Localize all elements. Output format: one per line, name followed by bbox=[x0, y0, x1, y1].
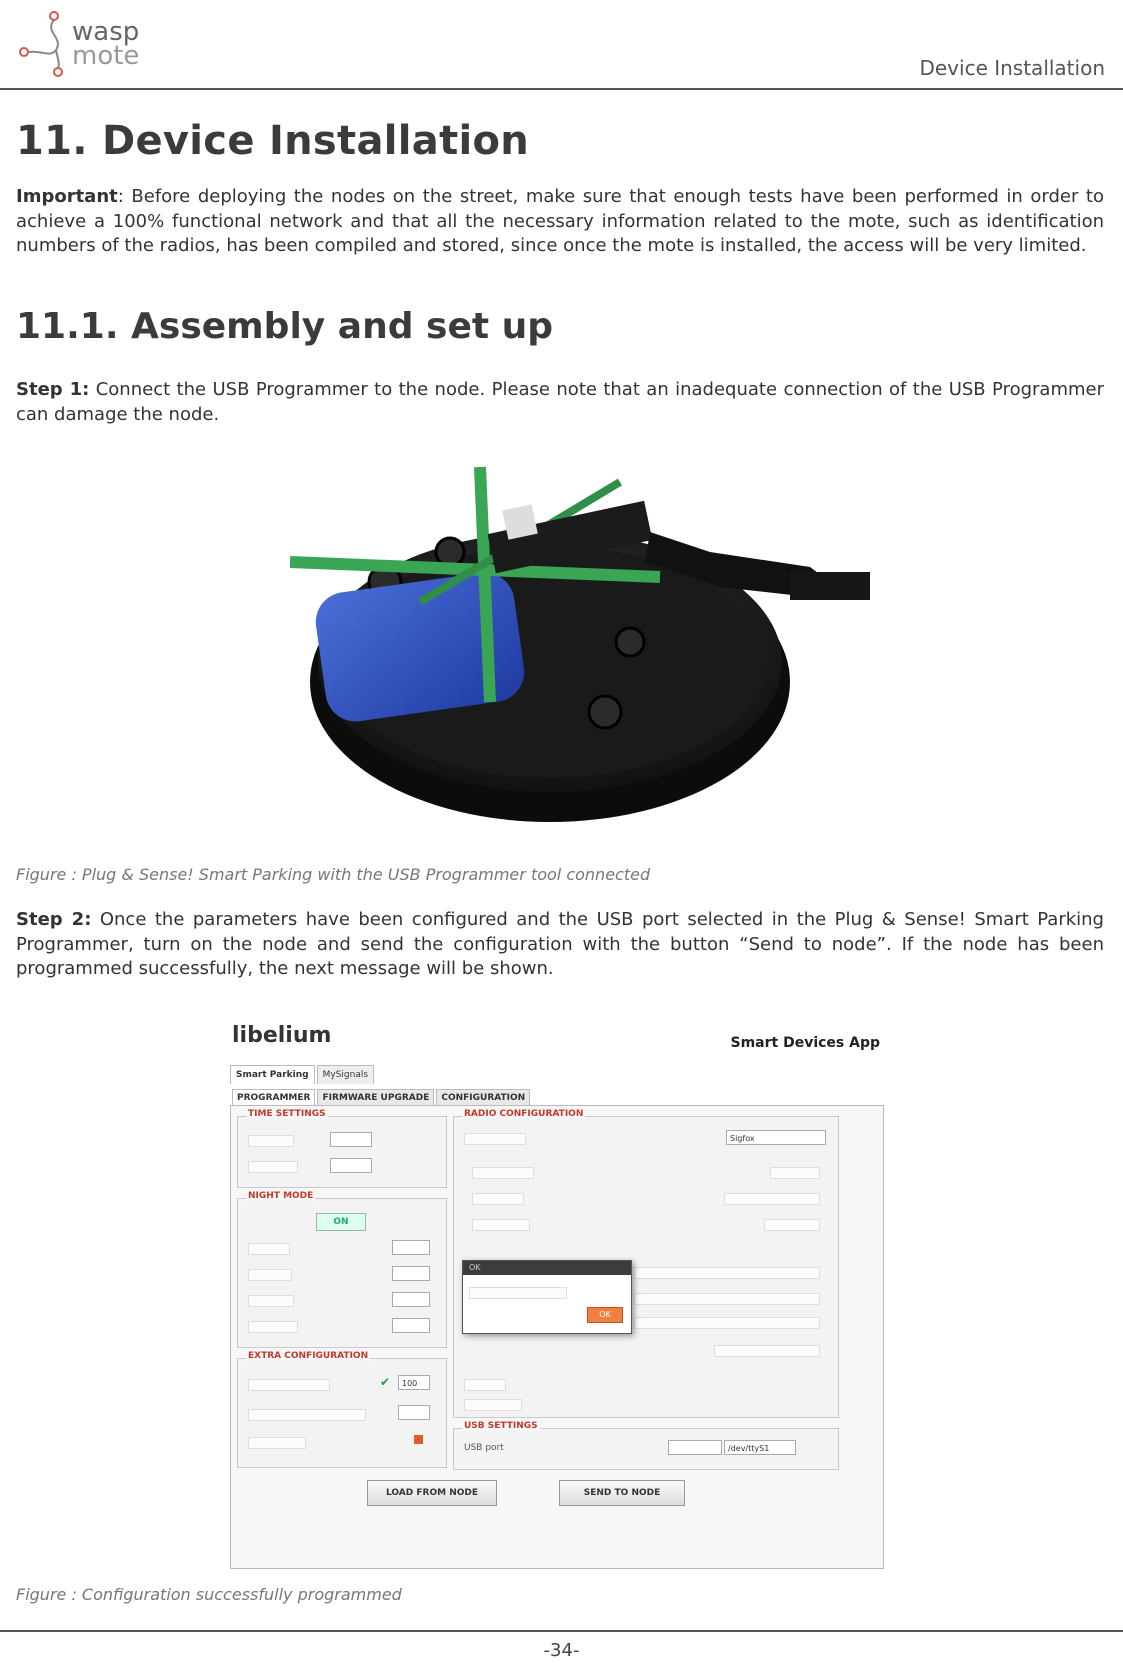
daily-frame-label bbox=[248, 1437, 306, 1449]
app-key-label bbox=[472, 1193, 524, 1205]
step1-text: Connect the USB Programmer to the node. Please note that an inadequate connection of the USB Programmer can damage the node. bbox=[16, 379, 1104, 425]
usb-port-label: USB port bbox=[464, 1443, 504, 1453]
libelium-logo: libelium bbox=[232, 1023, 332, 1048]
radio-field-1[interactable] bbox=[634, 1267, 820, 1279]
usb-settings-section bbox=[453, 1421, 839, 1470]
refresh-button[interactable] bbox=[668, 1440, 722, 1455]
join-mode-select[interactable] bbox=[770, 1167, 820, 1179]
duration-select[interactable] bbox=[392, 1240, 430, 1255]
footer-divider bbox=[0, 1630, 1123, 1632]
tab-mysignals[interactable]: MySignals bbox=[317, 1065, 374, 1084]
waspmote-logo bbox=[14, 2, 184, 80]
device-address-input[interactable] bbox=[764, 1219, 820, 1231]
app-title: Smart Devices App bbox=[730, 1035, 880, 1051]
join-mode-label bbox=[472, 1167, 534, 1179]
time-settings-title: TIME SETTINGS bbox=[248, 1109, 326, 1119]
extra-configuration-title: EXTRA CONFIGURATION bbox=[248, 1351, 369, 1361]
threshold-input[interactable]: 100 bbox=[398, 1375, 430, 1390]
tab-firmware-upgrade[interactable]: FIRMWARE UPGRADE bbox=[317, 1089, 434, 1106]
night-keep-alive-select[interactable] bbox=[392, 1318, 430, 1333]
tab-smart-parking[interactable]: Smart Parking bbox=[230, 1065, 315, 1084]
svg-text:mote: mote bbox=[72, 41, 140, 71]
app-subtabs bbox=[232, 1089, 530, 1106]
header-section-title: Device Installation bbox=[919, 56, 1105, 80]
threshold-label bbox=[248, 1379, 330, 1391]
radio-field-4[interactable] bbox=[714, 1345, 820, 1357]
dialog-ok-button[interactable]: OK bbox=[587, 1307, 623, 1323]
check-icon: ✔ bbox=[380, 1375, 391, 1389]
radio-configuration-title: RADIO CONFIGURATION bbox=[464, 1109, 584, 1119]
time-settings-section bbox=[237, 1109, 447, 1188]
night-sleep-time-select[interactable] bbox=[392, 1292, 430, 1307]
step1-label: Step 1: bbox=[16, 379, 90, 400]
radio-field-2[interactable] bbox=[634, 1293, 820, 1305]
svg-text:wasp: wasp bbox=[72, 17, 140, 47]
night-mode-section bbox=[237, 1191, 447, 1348]
radio-mode-select[interactable]: Sigfox bbox=[726, 1130, 826, 1145]
page-number: -34- bbox=[543, 1640, 580, 1661]
programmer-panel bbox=[230, 1105, 884, 1569]
step2-paragraph bbox=[16, 908, 1104, 982]
important-label: Important bbox=[16, 186, 118, 207]
header-divider bbox=[0, 88, 1123, 90]
checkbox-icon[interactable] bbox=[414, 1435, 423, 1444]
keep-alive-select[interactable] bbox=[330, 1158, 372, 1173]
app-tabs bbox=[230, 1065, 374, 1084]
tab-configuration[interactable]: CONFIGURATION bbox=[436, 1089, 530, 1106]
battery-label bbox=[248, 1409, 366, 1421]
app-key-input[interactable] bbox=[724, 1193, 820, 1205]
night-sleep-time-label bbox=[248, 1295, 294, 1307]
important-paragraph bbox=[16, 185, 1104, 259]
battery-select[interactable] bbox=[398, 1405, 430, 1420]
lorawan-eui-label bbox=[464, 1399, 522, 1411]
duration-label bbox=[248, 1243, 290, 1255]
smart-devices-app bbox=[230, 1005, 888, 1571]
figure1-caption: Figure : Plug & Sense! Smart Parking with the USB Programmer tool connected bbox=[16, 865, 651, 884]
page-title: 11. Device Installation bbox=[16, 118, 530, 164]
section-heading: 11.1. Assembly and set up bbox=[16, 306, 553, 347]
app-screenshot bbox=[230, 1005, 888, 1571]
step1-paragraph bbox=[16, 378, 1104, 427]
device-photo bbox=[290, 462, 870, 832]
radio-field-3[interactable] bbox=[634, 1317, 820, 1329]
page-header bbox=[0, 0, 1123, 90]
radio-mode-label bbox=[464, 1133, 526, 1145]
sigfox-id-label bbox=[464, 1379, 506, 1391]
dialog-title-bar: OK bbox=[463, 1261, 631, 1275]
sleep-time-label bbox=[248, 1135, 294, 1147]
start-hour-label bbox=[248, 1269, 292, 1281]
tab-programmer[interactable]: PROGRAMMER bbox=[232, 1089, 315, 1106]
usb-port-select[interactable]: /dev/ttyS1 bbox=[724, 1440, 796, 1455]
night-mode-on-button[interactable]: ON bbox=[316, 1213, 366, 1231]
load-from-node-button[interactable]: LOAD FROM NODE bbox=[367, 1480, 497, 1506]
extra-configuration-section bbox=[237, 1351, 447, 1468]
step2-label: Step 2: bbox=[16, 909, 92, 930]
important-text: : Before deploying the nodes on the street, make sure that enough tests have been performed in order to achieve a 100% functional network and that all the necessary information related to the mote, such as identification numbers of the radios, has been compiled and stored, since once the mote is installed, the access will be very limited. bbox=[16, 186, 1104, 256]
night-keep-alive-label bbox=[248, 1321, 298, 1333]
step2-text: Once the parameters have been configured and the USB port selected in the Plug & Sense! Smart Parking Programmer, turn on the node and send the configuration with the button “Send to node”. If the node has been programmed successfully, the next message will be shown. bbox=[16, 909, 1104, 979]
keep-alive-label bbox=[248, 1161, 298, 1173]
dialog-message bbox=[469, 1287, 567, 1299]
figure2-caption: Figure : Configuration successfully programmed bbox=[16, 1585, 402, 1604]
sleep-time-select[interactable] bbox=[330, 1132, 372, 1147]
success-dialog bbox=[462, 1260, 632, 1334]
usb-settings-title: USB SETTINGS bbox=[464, 1421, 538, 1431]
device-address-label bbox=[472, 1219, 530, 1231]
night-mode-title: NIGHT MODE bbox=[248, 1191, 314, 1201]
start-hour-select[interactable] bbox=[392, 1266, 430, 1281]
send-to-node-button[interactable]: SEND TO NODE bbox=[559, 1480, 685, 1506]
